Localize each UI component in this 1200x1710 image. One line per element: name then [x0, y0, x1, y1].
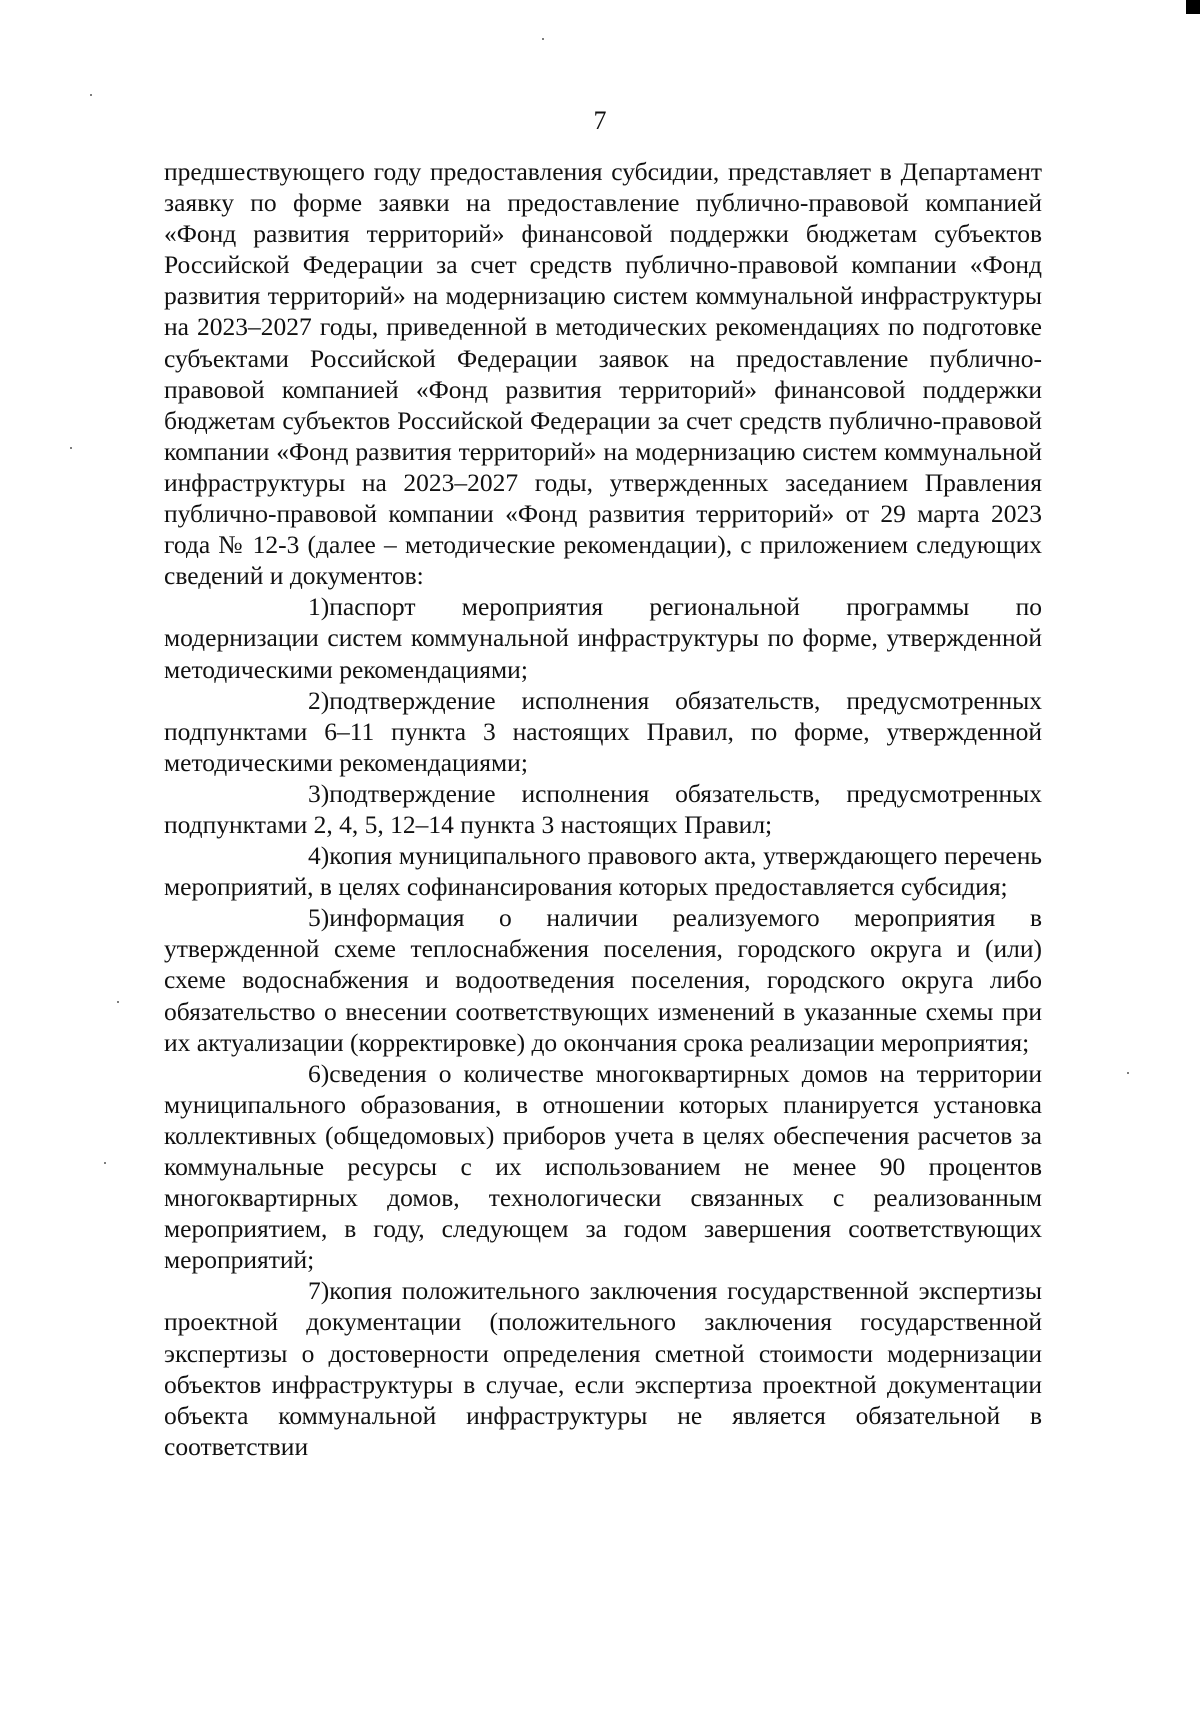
scan-speck [90, 94, 92, 96]
list-item-text: информация о наличии реализуемого мероприятия в утвержденной схеме теплоснабжения поселения, городского округа и (или) схеме водоснабжения и водоотведения поселения, городского округа либо обязательство о внесении соответствующих изменений в указанные схемы при их актуализации (корректировке) до окончания срока реализации мероприятия; [164, 903, 1042, 1057]
list-item-number: 4) [308, 841, 330, 871]
page-number: 7 [593, 106, 607, 135]
list-item-5 [164, 902, 1042, 1057]
list-item-text: подтверждение исполнения обязательств, предусмотренных подпунктами 2, 4, 5, 12–14 пункта 3 настоящих Правил; [164, 778, 1042, 839]
list-item-text: копия положительного заключения государственной экспертизы проектной документации (положительного заключения государственной экспертизы о достоверности определения сметной стоимости модернизации объектов инфраструктуры в случае, если экспертиза проектной документации объекта коммунальной инфраструктуры не является обязательной в соответствии [164, 1276, 1042, 1461]
list-item-number: 7) [308, 1276, 330, 1306]
scan-speck [70, 447, 72, 449]
list-item-number: 1) [308, 592, 330, 622]
scan-speck [1127, 1072, 1129, 1074]
list-item-number: 5) [308, 903, 330, 933]
document-body [164, 156, 1042, 1462]
paragraph-intro [164, 156, 1042, 591]
list-item-7 [164, 1275, 1042, 1462]
list-item-text: паспорт мероприятия региональной программы по модернизации систем коммунальной инфраструктуры по форме, утвержденной методическими рекомендациями; [164, 592, 1042, 684]
paragraph-text: предшествующего году предоставления субсидии, представляет в Департамент заявку по форме заявки на предоставление публично-правовой компанией «Фонд развития территорий» финансовой поддержки бюджетам субъектов Российской Федерации за счет средств публично-правовой компании «Фонд развития территорий» на модернизацию систем коммунальной инфраструктуры на 2023–2027 годы, приведенной в методических рекомендациях по подготовке субъектами Российской Федерации заявок на предоставление публично-правовой компанией «Фонд развития территорий» финансовой поддержки бюджетам субъектов Российской Федерации за счет средств публично-правовой компании «Фонд развития территорий» на модернизацию систем коммунальной инфраструктуры на 2023–2027 годы, утвержденных заседанием Правления публично-правовой компании «Фонд развития территорий» от 29 марта 2023 года № 12-3 (далее – методические рекомендации), с приложением следующих сведений и документов: [164, 157, 1042, 591]
list-item-1 [164, 591, 1042, 684]
list-item-number: 3) [308, 778, 330, 808]
list-item-text: копия муниципального правового акта, утверждающего перечень мероприятий, в целях софинансирования которых предоставляется субсидия; [164, 841, 1042, 902]
list-item-number: 6) [308, 1058, 330, 1088]
list-item-3 [164, 778, 1042, 840]
scan-speck [542, 38, 544, 40]
scan-speck [104, 1162, 106, 1164]
list-item-2 [164, 685, 1042, 778]
list-item-text: сведения о количестве многоквартирных домов на территории муниципального образования, в отношении которых планируется установка коллективных (общедомовых) приборов учета в целях обеспечения расчетов за коммунальные ресурсы с их использованием не менее 90 процентов многоквартирных домов, технологически связанных с реализованным мероприятием, в году, следующем за годом завершения соответствующих мероприятий; [164, 1058, 1042, 1275]
list-item-text: подтверждение исполнения обязательств, предусмотренных подпунктами 6–11 пункта 3 настоящих Правил, по форме, утвержденной методическими рекомендациями; [164, 685, 1042, 777]
scan-speck [117, 1001, 119, 1003]
list-item-number: 2) [308, 685, 330, 715]
list-item-6 [164, 1058, 1042, 1276]
scan-corner-mark [1186, 0, 1200, 14]
list-item-4 [164, 840, 1042, 902]
